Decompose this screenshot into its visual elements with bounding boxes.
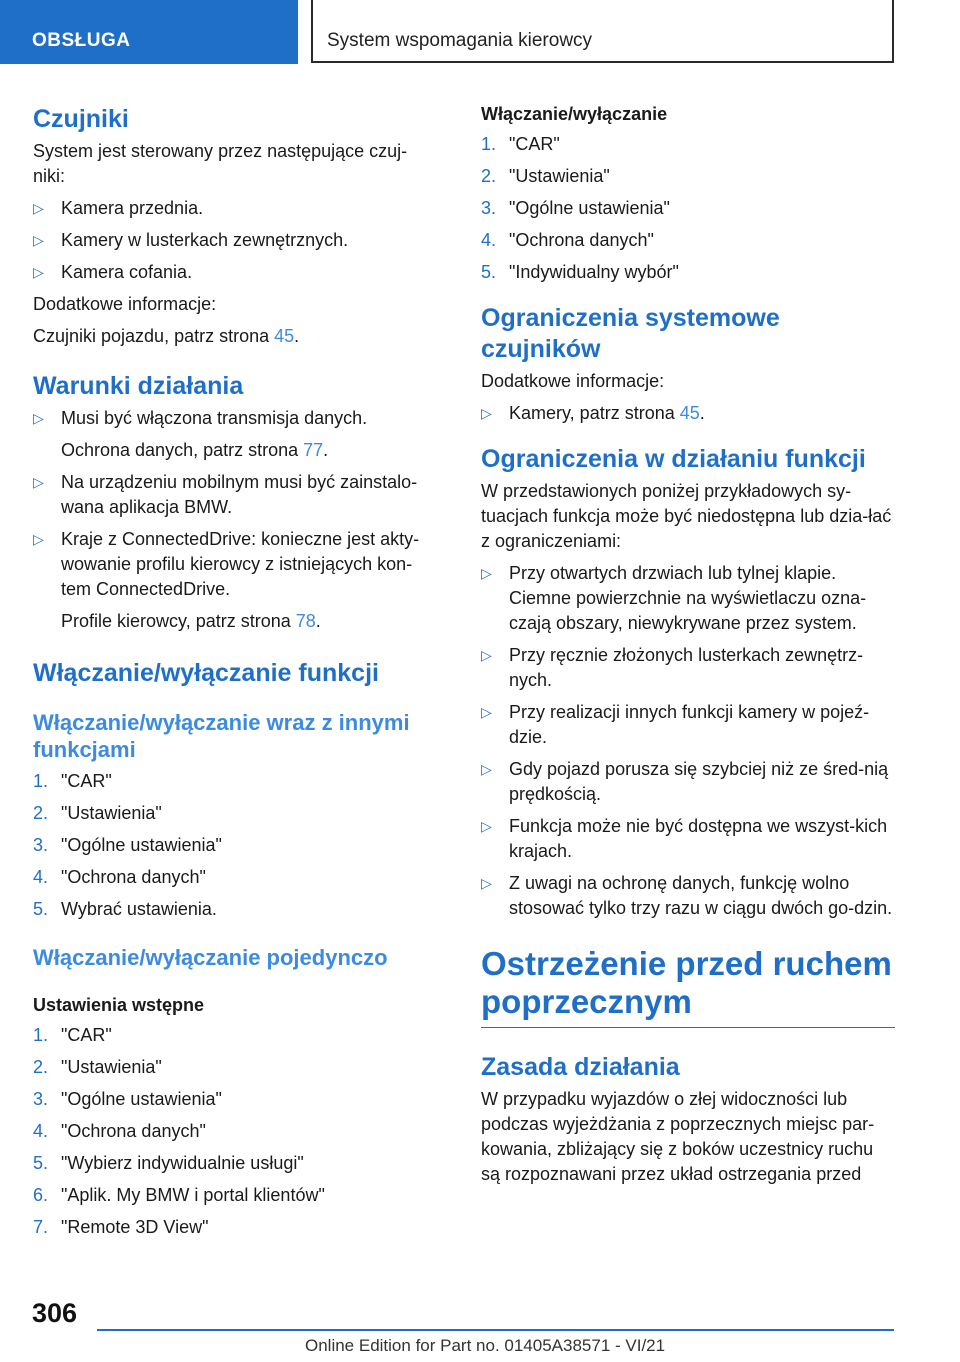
list-item [33,1119,438,1144]
list-item [33,1023,438,1048]
section-title: OBSŁUGA [32,30,131,51]
step-number: 2. [33,803,49,823]
step-text: "Ustawienia" [61,803,162,823]
footer-divider [97,1329,894,1331]
ref-end: . [323,440,329,460]
step-number: 1. [481,134,497,154]
sensor-limits-heading: Ograniczenia systemowe czujników [481,304,780,363]
ref-end: . [699,403,705,423]
step-number: 2. [481,166,497,186]
step-text: "Ochrona danych" [61,867,206,887]
list-item: ▷ Przy otwartych drzwiach lub tylnej klapie. Ciemne powierzchnie na wyświetlaczu ozna-czają obszary, niewykrywane przez system. [481,561,895,636]
list-item: ▷ Na urządzeniu mobilnym musi być zainstalo-wana aplikacja BMW. [33,470,438,520]
step-number: 4. [33,1121,49,1141]
step-number: 6. [33,1185,49,1205]
single-heading: Włączanie/wyłączanie pojedynczo [33,945,388,970]
list-item [481,196,895,221]
presets-steps [33,1023,438,1240]
list-item [33,1087,438,1112]
principle-text: W przypadku wyjazdów o złej widoczności lub podczas wyjeżdżania z poprzecznych miejsc par-kowania, zbliżający się z boków uczestnicy ruchu są rozpoznawani przez układ ostrzegania przed [481,1089,875,1184]
with-others-steps [33,769,438,922]
step-text: "Ochrona danych" [61,1121,206,1141]
step-text: "Ogólne ustawienia" [61,1089,222,1109]
page-link-78[interactable]: 78 [295,611,316,631]
step-number: 1. [33,771,49,791]
step-text: "Ogólne ustawienia" [509,198,670,218]
sensors-ref [33,324,438,349]
list-item [481,401,895,426]
list-item [33,1215,438,1240]
step-number: 7. [33,1217,49,1237]
list-item [481,260,895,285]
step-text: "Wybierz indywidualnie usługi" [61,1153,304,1173]
onoff-subheading: Włączanie/wyłączanie [481,104,668,124]
ref-text: Kamery, patrz strona [509,403,680,423]
list-item: ▷ Gdy pojazd porusza się szybciej niż ze śred-nią prędkością. [481,757,895,807]
cross-traffic-heading: Ostrzeżenie przed ruchem poprzecznym [481,945,895,1028]
step-text: "Ustawienia" [61,1057,162,1077]
list-item [33,801,438,826]
list-item [481,132,895,157]
list-item: ▷ Przy realizacji innych funkcji kamery w pojeź-dzie. [481,700,895,750]
section-tab [0,0,298,64]
list-item [33,406,438,463]
page-number: 306 [32,1298,78,1328]
step-text: Wybrać ustawienia. [61,899,217,919]
sensors-heading: Czujniki [33,105,129,133]
step-text: "CAR" [61,771,112,791]
page-link-45[interactable]: 45 [679,403,700,423]
list-item [33,833,438,858]
sensors-list [33,196,438,285]
function-limits-heading: Ograniczenia w działaniu funkcji [481,445,866,473]
footer-edition: Online Edition for Part no. 01405A38571 - VI/21 [305,1336,666,1355]
right-column [481,96,895,1194]
principle-heading: Zasada działania [481,1053,680,1081]
function-limits-intro: W przedstawionych poniżej przykładowych sy-tuacjach funkcja może być niedostępna lub dzia-łać z ograniczeniami: [481,481,892,551]
page-link-45[interactable]: 45 [274,326,295,346]
list-item: ▷ Kamera przednia. [33,196,438,221]
sensor-limits-more: Dodatkowe informacje: [481,371,665,391]
conditions-heading: Warunki działania [33,372,244,400]
step-number: 3. [33,835,49,855]
step-number: 5. [481,262,497,282]
list-item [481,228,895,253]
list-item [33,897,438,922]
function-limits-list [481,561,895,921]
list-item [481,164,895,189]
step-number: 4. [481,230,497,250]
ref-text: Ochrona danych, patrz strona [61,440,304,460]
step-text: "Ochrona danych" [509,230,654,250]
ref-text: Czujniki pojazdu, patrz strona [33,326,275,346]
item-subref [61,609,438,634]
step-number: 5. [33,1153,49,1173]
step-text: "CAR" [509,134,560,154]
sensors-more: Dodatkowe informacje: [33,294,217,314]
list-item: ▷ Funkcja może nie być dostępna we wszyst-kich krajach. [481,814,895,864]
item-subref [61,438,438,463]
step-text: "Aplik. My BMW i portal klientów" [61,1185,325,1205]
left-column [33,96,438,1247]
step-text: "Ogólne ustawienia" [61,835,222,855]
list-item [33,769,438,794]
ref-end: . [315,611,321,631]
list-item [33,1183,438,1208]
ref-text: Profile kierowcy, patrz strona [61,611,296,631]
step-text: "Indywidualny wybór" [509,262,679,282]
step-number: 3. [481,198,497,218]
step-number: 2. [33,1057,49,1077]
list-item [33,1151,438,1176]
list-item: ▷ Kamery w lusterkach zewnętrznych. [33,228,438,253]
with-others-heading: Włączanie/wyłączanie wraz z innymi funkcjami [33,710,410,762]
item-text: Kraje z ConnectedDrive: konieczne jest akty-wowanie profilu kierowcy z istniejących kon-tem ConnectedDrive. [61,529,420,599]
list-item: ▷ Przy ręcznie złożonych lusterkach zewnętrz-nych. [481,643,895,693]
onoff-steps [481,132,895,285]
list-item [33,1055,438,1080]
step-number: 5. [33,899,49,919]
step-text: "CAR" [61,1025,112,1045]
list-item [33,527,438,634]
list-item: ▷ Z uwagi na ochronę danych, funkcję wolno stosować tylko trzy razu w ciągu dwóch go-dzin. [481,871,895,921]
sensors-intro: System jest sterowany przez następujące czuj-niki: [33,141,408,186]
ref-end: . [294,326,300,346]
presets-heading: Ustawienia wstępne [33,995,205,1015]
list-item: ▷ Kamera cofania. [33,260,438,285]
step-number: 3. [33,1089,49,1109]
step-number: 4. [33,867,49,887]
chapter-title: System wspomagania kierowcy [327,30,593,51]
onoff-heading: Włączanie/wyłączanie funkcji [33,659,379,687]
chapter-header [311,0,894,63]
step-number: 1. [33,1025,49,1045]
item-text: Musi być włączona transmisja danych. [61,408,368,428]
step-text: "Remote 3D View" [61,1217,209,1237]
step-text: "Ustawienia" [509,166,610,186]
list-item [33,865,438,890]
conditions-list [33,406,438,634]
sensor-limits-list [481,401,895,426]
page-link-77[interactable]: 77 [303,440,324,460]
